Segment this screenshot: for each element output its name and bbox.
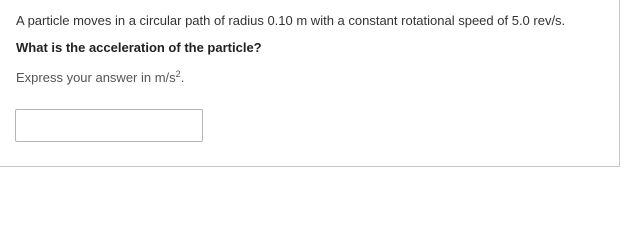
answer-units-instruction [16,70,184,86]
units-exponent: 2 [175,69,181,79]
instruction-period: . [180,70,185,85]
answer-input[interactable] [15,109,203,142]
problem-statement: A particle moves in a circular path of radius 0.10 m with a constant rotational speed of 5.0 rev/s. [16,13,566,28]
question-prompt: What is the acceleration of the particle? [16,40,262,55]
instruction-text: Express your answer in m/s [16,70,176,85]
